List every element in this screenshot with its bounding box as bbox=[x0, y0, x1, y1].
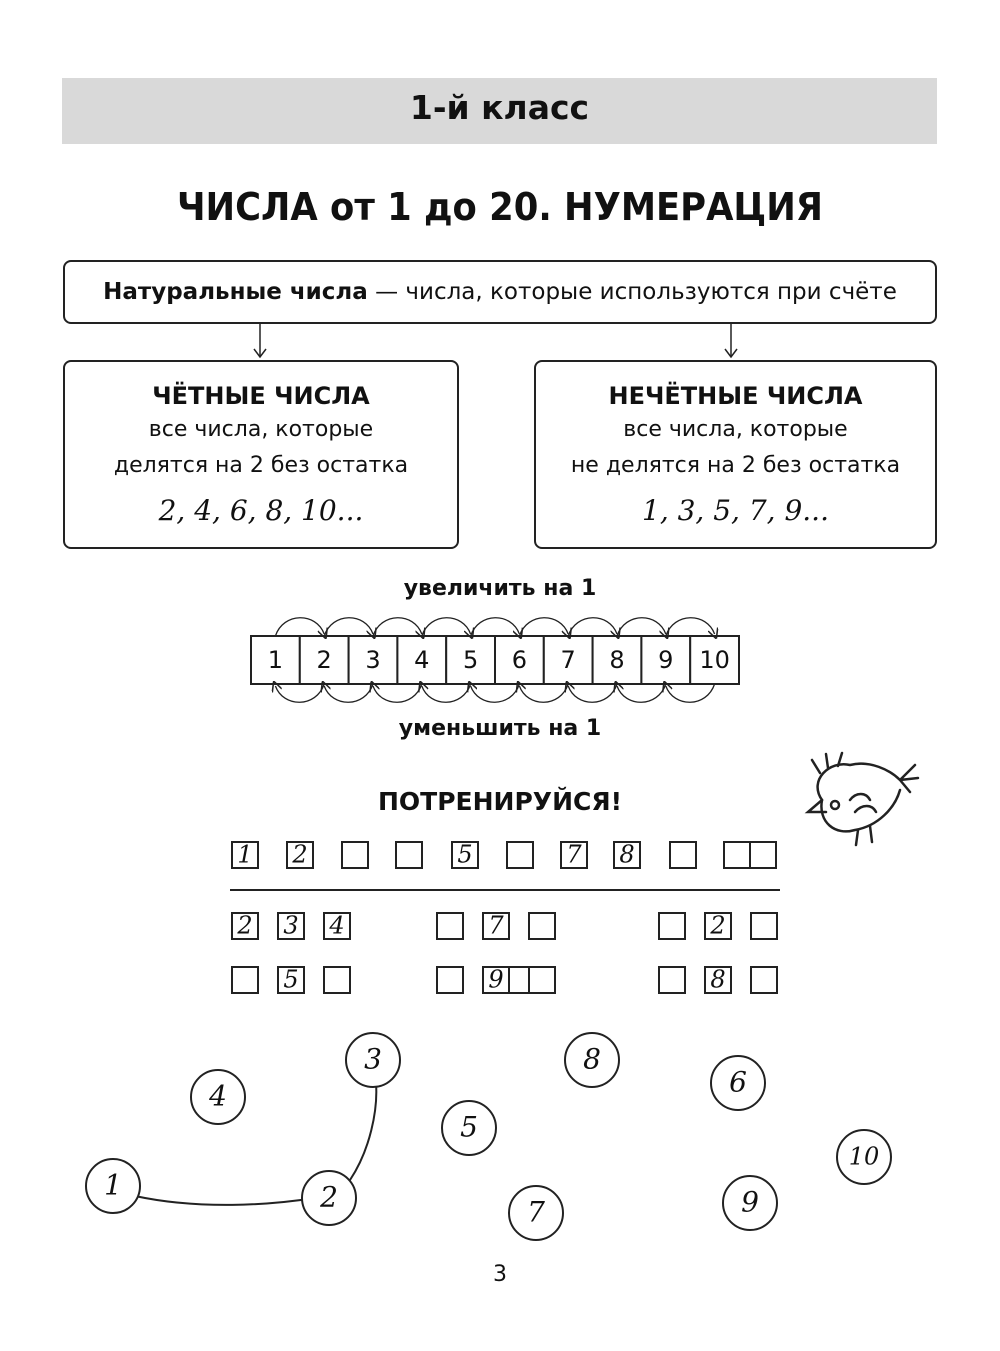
neighbor-exercises bbox=[232, 912, 777, 994]
decrease-arrow bbox=[275, 684, 324, 702]
number-cell-value: 7 bbox=[560, 646, 576, 674]
answer-box[interactable] bbox=[396, 842, 422, 868]
neighbor-box-value: 4 bbox=[329, 911, 345, 940]
connect-line-2-3 bbox=[350, 1083, 376, 1180]
dot-label: 6 bbox=[729, 1065, 747, 1099]
dot-label: 9 bbox=[741, 1185, 759, 1219]
number-line bbox=[251, 636, 739, 684]
decrease-arrow bbox=[324, 684, 373, 702]
increase-arrow bbox=[373, 618, 422, 636]
neighbor-box-value: 8 bbox=[710, 965, 726, 994]
even-example: 2, 4, 6, 8, 10... bbox=[158, 494, 364, 527]
answer-box[interactable] bbox=[670, 842, 696, 868]
number-cell-value: 3 bbox=[365, 646, 381, 674]
grade-label: 1-й класс bbox=[409, 88, 590, 127]
decrease-arrow bbox=[666, 684, 715, 702]
page-title: ЧИСЛА от 1 до 20. НУМЕРАЦИЯ bbox=[176, 185, 824, 229]
increase-arrow bbox=[519, 618, 568, 636]
increase-arrow bbox=[666, 618, 715, 636]
increase-arrow bbox=[324, 618, 373, 636]
neighbor-box[interactable] bbox=[232, 967, 258, 993]
neighbor-box-value: 2 bbox=[710, 911, 726, 940]
practice-heading: ПОТРЕНИРУЙСЯ! bbox=[378, 787, 622, 816]
answer-box-tens[interactable] bbox=[750, 842, 776, 868]
decrease-arrow bbox=[373, 684, 422, 702]
neighbor-box-value: 5 bbox=[283, 965, 299, 994]
odd-heading: НЕЧЁТНЫЕ ЧИСЛА bbox=[608, 382, 863, 410]
number-cell-value: 4 bbox=[414, 646, 430, 674]
decrease-arrow bbox=[568, 684, 617, 702]
decrease-arrow bbox=[519, 684, 568, 702]
dot-label: 2 bbox=[320, 1180, 338, 1214]
neighbor-box[interactable] bbox=[529, 913, 555, 939]
dot-label: 4 bbox=[209, 1079, 227, 1113]
answer-box[interactable] bbox=[507, 842, 533, 868]
answer-box[interactable] bbox=[342, 842, 368, 868]
odd-example: 1, 3, 5, 7, 9... bbox=[642, 494, 829, 527]
dot-label: 8 bbox=[583, 1042, 601, 1076]
neighbor-box[interactable] bbox=[751, 913, 777, 939]
dot-label: 3 bbox=[364, 1042, 382, 1076]
odd-description-2: не делятся на 2 без остатка bbox=[570, 453, 901, 478]
neighbor-box-value: 2 bbox=[237, 911, 253, 940]
number-cell-value: 8 bbox=[609, 646, 625, 674]
decrease-arrow bbox=[422, 684, 471, 702]
connect-dots bbox=[86, 1033, 891, 1240]
decrease-arrow bbox=[471, 684, 520, 702]
dot-label: 7 bbox=[527, 1195, 545, 1229]
dot-label: 10 bbox=[848, 1142, 880, 1171]
neighbor-box[interactable] bbox=[437, 913, 463, 939]
neighbor-box-value: 7 bbox=[488, 911, 504, 940]
neighbor-box[interactable] bbox=[437, 967, 463, 993]
decrease-label: уменьшить на 1 bbox=[398, 716, 602, 741]
number-cell-value: 10 bbox=[699, 646, 730, 674]
number-cell-value: 9 bbox=[658, 646, 674, 674]
dot-label: 1 bbox=[104, 1168, 122, 1202]
number-cell-value: 5 bbox=[462, 646, 479, 674]
definition-text: — числа, которые используются при счёте bbox=[367, 279, 897, 305]
neighbor-box[interactable] bbox=[529, 967, 555, 993]
increase-arrow bbox=[422, 618, 471, 636]
answer-box-value: 5 bbox=[457, 840, 473, 869]
answer-box-value: 7 bbox=[566, 840, 582, 869]
increase-arrow bbox=[275, 618, 324, 636]
neighbor-box-value: 3 bbox=[283, 911, 299, 940]
even-description-1: все числа, которые bbox=[148, 417, 374, 442]
number-cell-value: 1 bbox=[267, 646, 284, 674]
number-cell-value: 2 bbox=[316, 646, 332, 674]
odd-description-1: все числа, которые bbox=[623, 417, 848, 442]
page-number: 3 bbox=[493, 1262, 507, 1287]
practice-sequence bbox=[232, 841, 776, 869]
neighbor-box-value: 9 bbox=[488, 965, 504, 994]
number-cell-value: 6 bbox=[511, 646, 528, 674]
increase-arrow bbox=[568, 618, 617, 636]
decrease-arrow bbox=[617, 684, 666, 702]
answer-box-value: 2 bbox=[292, 840, 308, 869]
neighbor-box[interactable] bbox=[324, 967, 350, 993]
neighbor-box[interactable] bbox=[751, 967, 777, 993]
increase-arrow bbox=[471, 618, 520, 636]
connect-line-1-2 bbox=[135, 1196, 315, 1205]
bird-icon bbox=[808, 753, 918, 845]
answer-box[interactable] bbox=[724, 842, 750, 868]
even-description-2: делятся на 2 без остатка bbox=[113, 453, 409, 478]
increase-arrow bbox=[617, 618, 666, 636]
answer-box-value: 1 bbox=[237, 840, 253, 869]
dot-label: 5 bbox=[460, 1110, 478, 1144]
even-heading: ЧЁТНЫЕ ЧИСЛА bbox=[152, 382, 370, 410]
definition-term: Натуральные числа bbox=[103, 279, 368, 305]
neighbor-box[interactable] bbox=[659, 913, 685, 939]
answer-box-value: 8 bbox=[619, 840, 635, 869]
increase-label: увеличить на 1 bbox=[403, 576, 597, 601]
neighbor-box[interactable] bbox=[659, 967, 685, 993]
